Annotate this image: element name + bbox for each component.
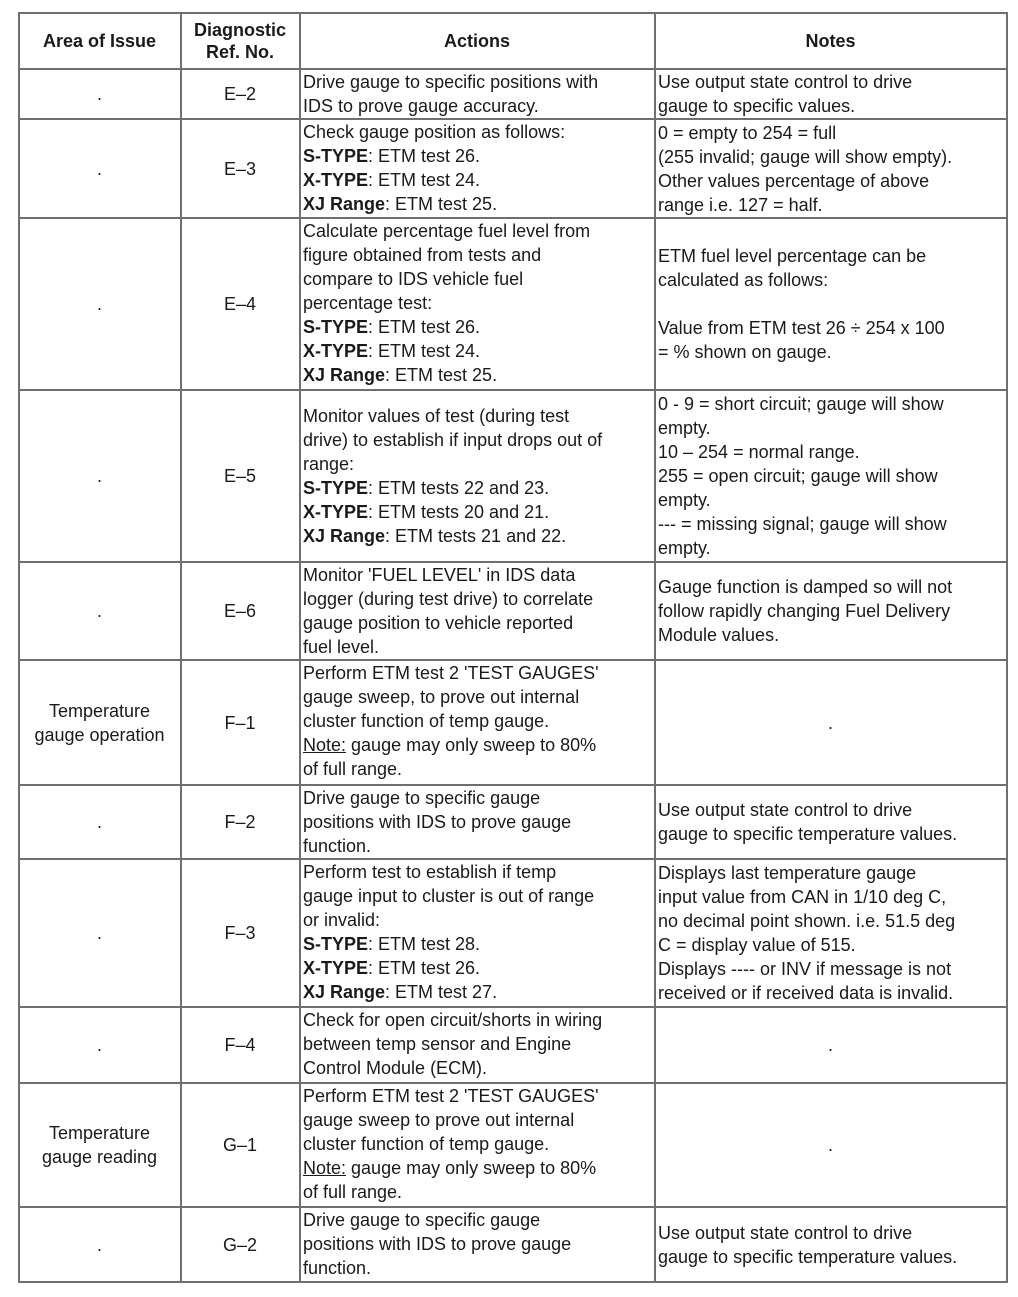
- actions-cell: Drive gauge to specific gauge positions with IDS to prove gauge function.: [300, 785, 655, 859]
- ref-cell: E–3: [181, 119, 300, 218]
- area-cell: .: [19, 218, 181, 390]
- notes-cell: 0 = empty to 254 = full (255 invalid; gauge will show empty). Other values percentage of above range i.e. 127 = half.: [655, 119, 1007, 218]
- diagnostic-table: [18, 12, 1008, 1283]
- area-cell: .: [19, 859, 181, 1007]
- notes-cell: 0 - 9 = short circuit; gauge will show empty. 10 – 254 = normal range. 255 = open circuit; gauge will show empty. --- = missing signal; gauge will show empty.: [655, 390, 1007, 562]
- header-diagnostic-ref: Diagnostic Ref. No.: [181, 13, 300, 69]
- header-actions: Actions: [300, 13, 655, 69]
- actions-cell: Monitor values of test (during test drive) to establish if input drops out of range: S-TYPE: ETM tests 22 and 23. X-TYPE: ETM tests 20 and 21. XJ Range: ETM tests 21 and 22.: [300, 390, 655, 562]
- actions-cell: Calculate percentage fuel level from figure obtained from tests and compare to IDS vehicle fuel percentage test: S-TYPE: ETM test 26. X-TYPE: ETM test 24. XJ Range: ETM test 25.: [300, 218, 655, 390]
- ref-cell: F–4: [181, 1007, 300, 1083]
- notes-cell: .: [655, 1083, 1007, 1207]
- header-row: [19, 13, 1007, 69]
- ref-cell: F–1: [181, 660, 300, 785]
- actions-cell: Check gauge position as follows: S-TYPE: ETM test 26. X-TYPE: ETM test 24. XJ Range: ETM test 25.: [300, 119, 655, 218]
- notes-cell: .: [655, 1007, 1007, 1083]
- area-cell: .: [19, 69, 181, 119]
- diagnostic-page: [18, 12, 1006, 1283]
- table-row: [19, 390, 1007, 562]
- table-row: [19, 69, 1007, 119]
- ref-cell: G–1: [181, 1083, 300, 1207]
- area-cell: Temperature gauge reading: [19, 1083, 181, 1207]
- ref-cell: G–2: [181, 1207, 300, 1282]
- ref-cell: E–2: [181, 69, 300, 119]
- area-cell: .: [19, 785, 181, 859]
- notes-cell: Use output state control to drive gauge to specific values.: [655, 69, 1007, 119]
- ref-cell: F–2: [181, 785, 300, 859]
- actions-cell: Monitor 'FUEL LEVEL' in IDS data logger (during test drive) to correlate gauge position to vehicle reported fuel level.: [300, 562, 655, 660]
- actions-cell: Perform ETM test 2 'TEST GAUGES' gauge sweep, to prove out internal cluster function of temp gauge. Note: gauge may only sweep to 80% of full range.: [300, 660, 655, 785]
- header-notes: Notes: [655, 13, 1007, 69]
- table-row: [19, 1083, 1007, 1207]
- area-cell: Temperature gauge operation: [19, 660, 181, 785]
- notes-cell: .: [655, 660, 1007, 785]
- actions-cell: Drive gauge to specific positions with IDS to prove gauge accuracy.: [300, 69, 655, 119]
- notes-cell: Gauge function is damped so will not follow rapidly changing Fuel Delivery Module values.: [655, 562, 1007, 660]
- actions-cell: Perform test to establish if temp gauge input to cluster is out of range or invalid: S-TYPE: ETM test 28. X-TYPE: ETM test 26. XJ Range: ETM test 27.: [300, 859, 655, 1007]
- area-cell: .: [19, 119, 181, 218]
- table-row: [19, 1007, 1007, 1083]
- actions-cell: Drive gauge to specific gauge positions with IDS to prove gauge function.: [300, 1207, 655, 1282]
- table-row: [19, 785, 1007, 859]
- ref-cell: E–5: [181, 390, 300, 562]
- table-row: [19, 1207, 1007, 1282]
- notes-cell: Use output state control to drive gauge to specific temperature values.: [655, 785, 1007, 859]
- ref-cell: E–4: [181, 218, 300, 390]
- table-row: [19, 562, 1007, 660]
- actions-cell: Perform ETM test 2 'TEST GAUGES' gauge sweep to prove out internal cluster function of temp gauge. Note: gauge may only sweep to 80% of full range.: [300, 1083, 655, 1207]
- table-row: [19, 119, 1007, 218]
- area-cell: .: [19, 1007, 181, 1083]
- actions-cell: Check for open circuit/shorts in wiring between temp sensor and Engine Control Module (ECM).: [300, 1007, 655, 1083]
- ref-cell: E–6: [181, 562, 300, 660]
- notes-cell: ETM fuel level percentage can be calculated as follows: Value from ETM test 26 ÷ 254 x 100 = % shown on gauge.: [655, 218, 1007, 390]
- area-cell: .: [19, 390, 181, 562]
- table-row: [19, 859, 1007, 1007]
- ref-cell: F–3: [181, 859, 300, 1007]
- table-row: [19, 660, 1007, 785]
- notes-cell: Displays last temperature gauge input value from CAN in 1/10 deg C, no decimal point shown. i.e. 51.5 deg C = display value of 515. Displays ---- or INV if message is not received or if received data is invalid.: [655, 859, 1007, 1007]
- header-area-of-issue: Area of Issue: [19, 13, 181, 69]
- area-cell: .: [19, 562, 181, 660]
- table-row: [19, 218, 1007, 390]
- notes-cell: Use output state control to drive gauge to specific temperature values.: [655, 1207, 1007, 1282]
- area-cell: .: [19, 1207, 181, 1282]
